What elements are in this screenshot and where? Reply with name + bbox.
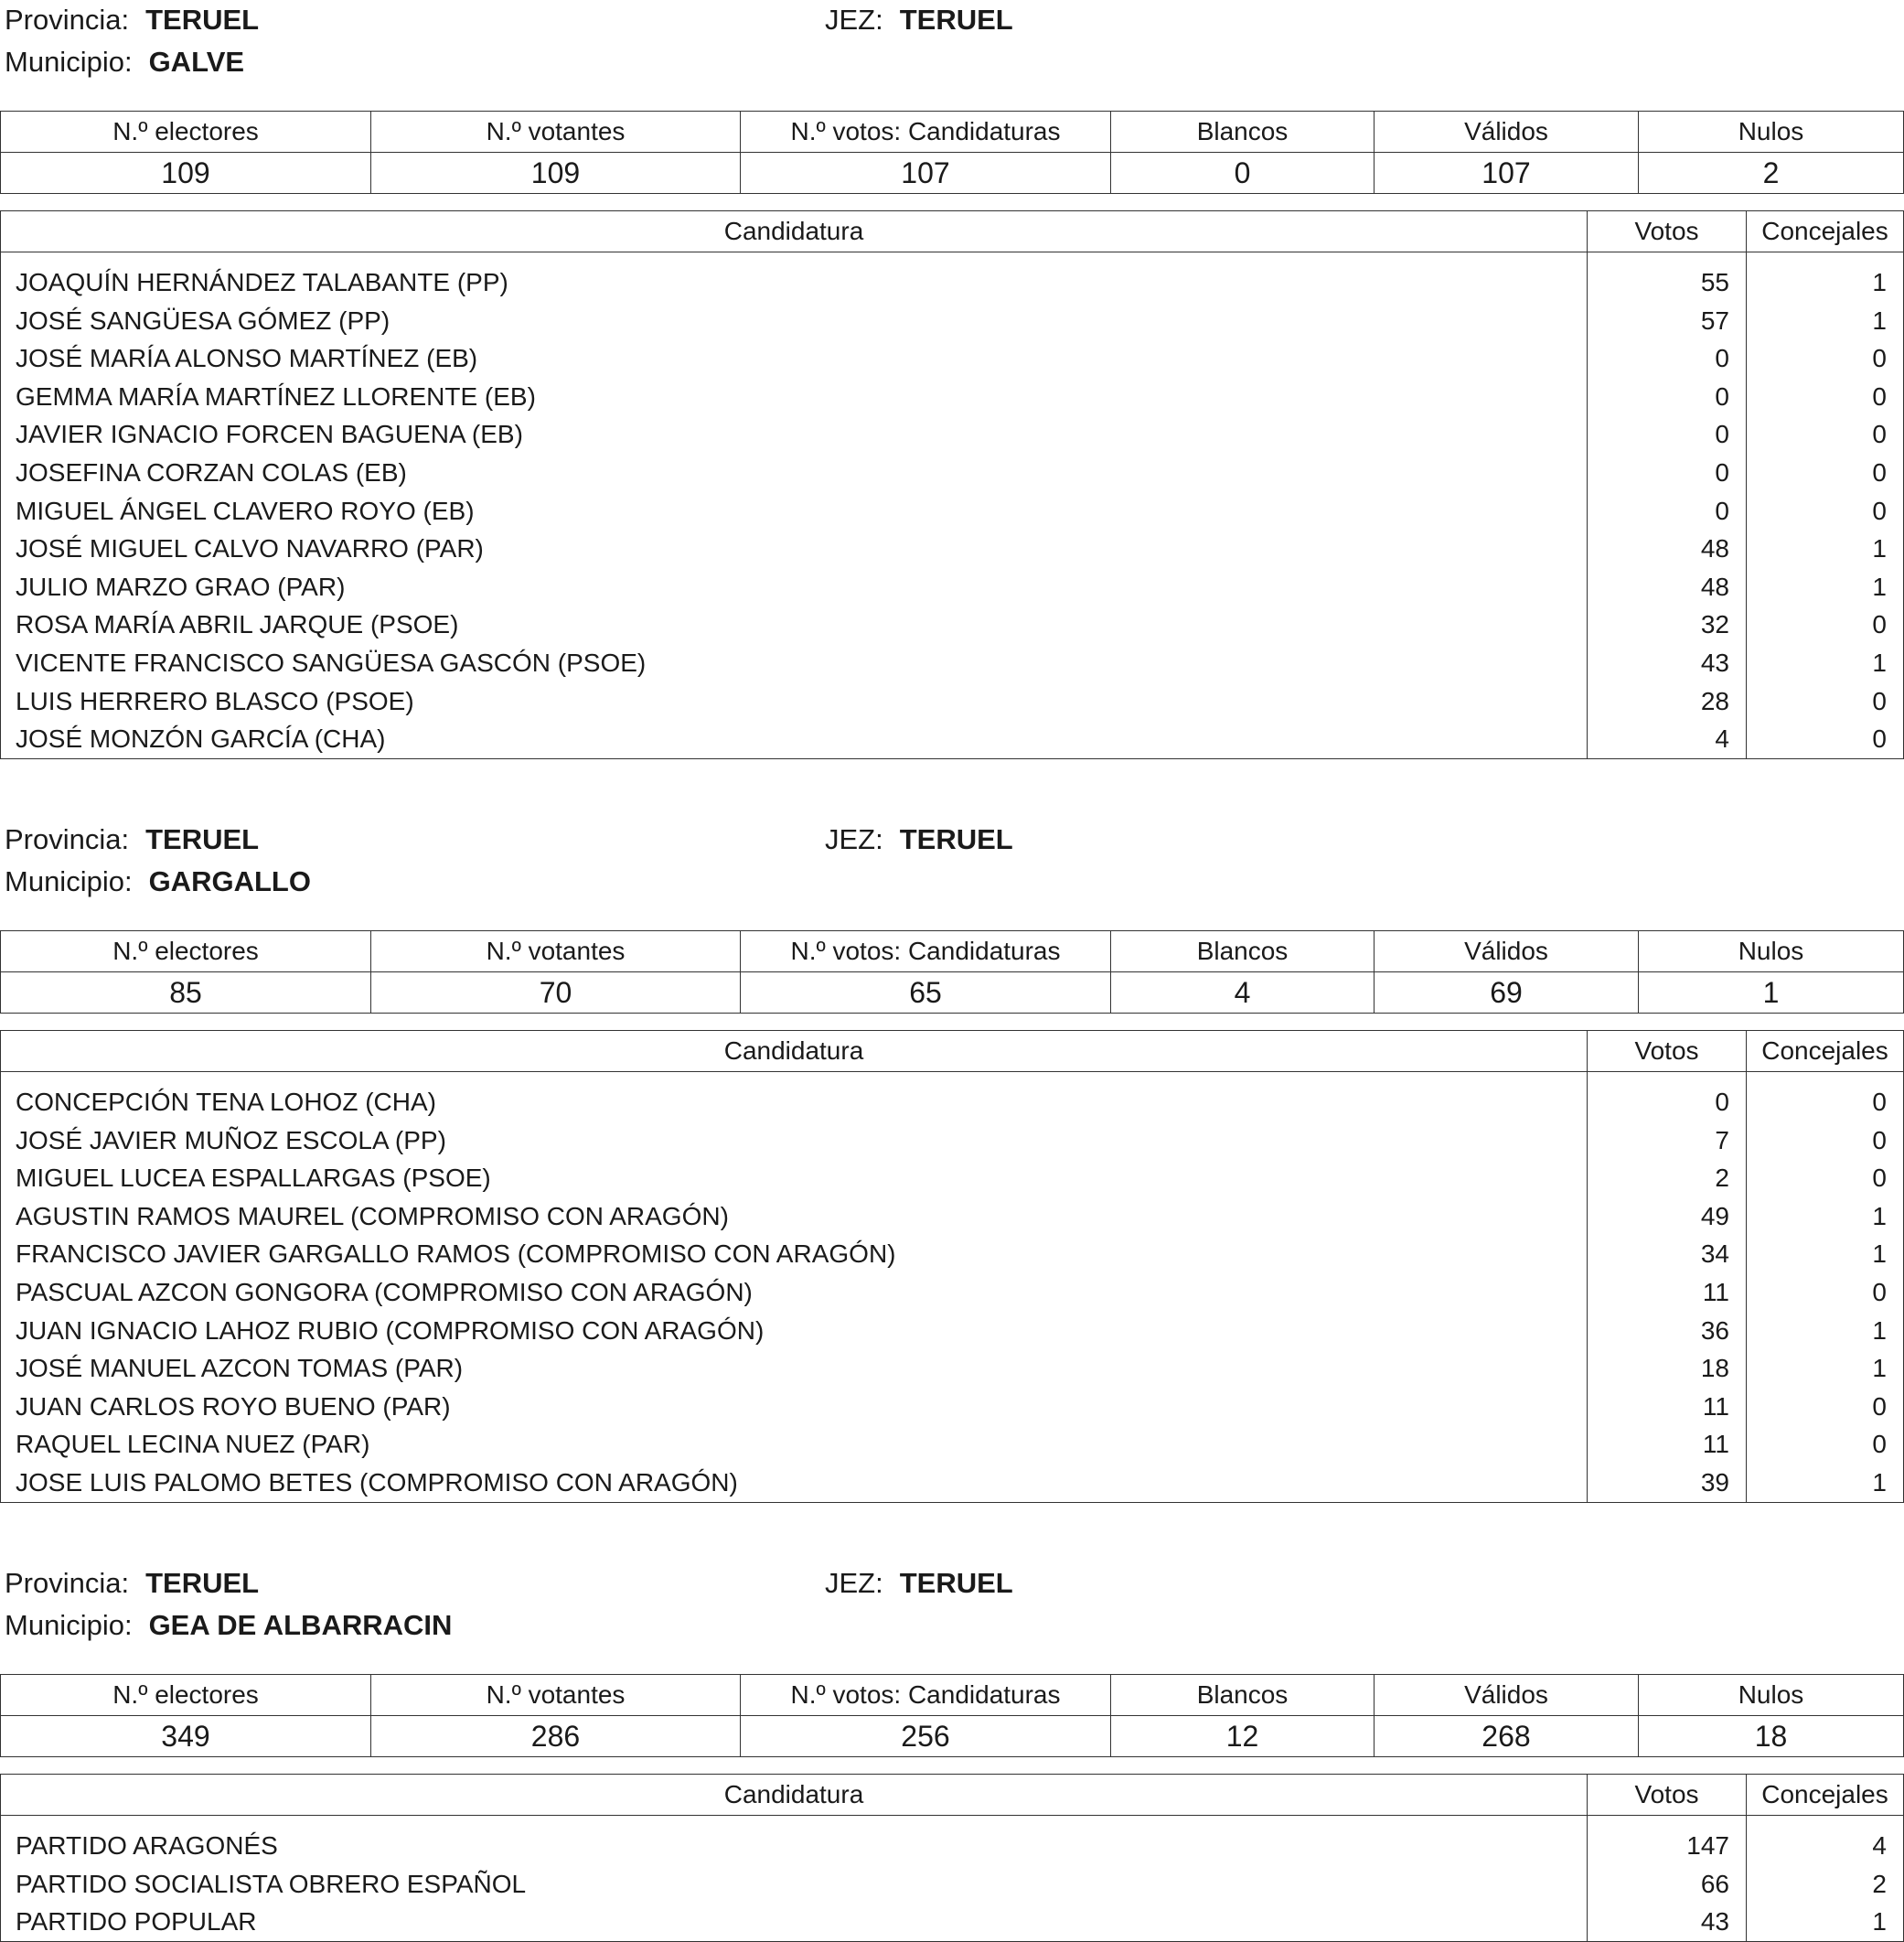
table-row <box>1 720 1904 758</box>
candidate-name: MIGUEL ÁNGEL CLAVERO ROYO (EB) <box>1 492 1588 531</box>
candidate-votos: 66 <box>1588 1865 1747 1904</box>
concejales-header: Concejales <box>1747 1031 1904 1072</box>
candidate-concejales: 1 <box>1747 530 1904 568</box>
candidate-votos: 57 <box>1588 302 1747 340</box>
summary-header: Válidos <box>1375 112 1639 153</box>
candidate-concejales: 0 <box>1747 1083 1904 1121</box>
candidate-name: MIGUEL LUCEA ESPALLARGAS (PSOE) <box>1 1159 1588 1197</box>
provincia-label: Provincia: <box>5 823 130 855</box>
provincia-line <box>5 2 259 38</box>
table-row <box>1 644 1904 682</box>
jez-line <box>825 2 1013 38</box>
summary-value: 2 <box>1639 153 1904 194</box>
table-row <box>1 1083 1904 1121</box>
provincia-value: TERUEL <box>145 4 260 36</box>
summary-value: 18 <box>1639 1716 1904 1757</box>
table-row <box>1 1235 1904 1273</box>
summary-value: 12 <box>1111 1716 1375 1757</box>
candidate-concejales: 0 <box>1747 1121 1904 1160</box>
candidate-name: JOSÉ JAVIER MUÑOZ ESCOLA (PP) <box>1 1121 1588 1160</box>
table-row <box>1 1903 1904 1941</box>
summary-header: N.º electores <box>1 112 371 153</box>
candidate-name: PARTIDO ARAGONÉS <box>1 1827 1588 1865</box>
summary-value: 70 <box>371 972 741 1014</box>
municipio-value: GEA DE ALBARRACIN <box>148 1609 453 1641</box>
summary-header: N.º electores <box>1 1675 371 1716</box>
table-row <box>1 1349 1904 1388</box>
table-row <box>1 1827 1904 1865</box>
table-row <box>1 339 1904 378</box>
candidate-concejales: 0 <box>1747 1273 1904 1312</box>
votos-header: Votos <box>1588 1031 1747 1072</box>
summary-value: 69 <box>1375 972 1639 1014</box>
summary-header: Nulos <box>1639 1675 1904 1716</box>
summary-header: N.º votos: Candidaturas <box>741 931 1111 972</box>
table-row <box>1 1159 1904 1197</box>
candidate-name: JOSÉ SANGÜESA GÓMEZ (PP) <box>1 302 1588 340</box>
candidate-concejales: 1 <box>1747 1235 1904 1273</box>
summary-header: N.º votantes <box>371 931 741 972</box>
candidate-name: JUAN CARLOS ROYO BUENO (PAR) <box>1 1388 1588 1426</box>
summary-value: 4 <box>1111 972 1375 1014</box>
jez-label: JEZ: <box>825 4 883 36</box>
candidate-name: PASCUAL AZCON GONGORA (COMPROMISO CON ARAGÓN) <box>1 1273 1588 1312</box>
candidate-votos: 34 <box>1588 1235 1747 1273</box>
candidate-concejales: 0 <box>1747 720 1904 758</box>
candidate-votos: 147 <box>1588 1827 1747 1865</box>
table-row <box>1 1312 1904 1350</box>
summary-header: Nulos <box>1639 931 1904 972</box>
summary-value: 109 <box>1 153 371 194</box>
candidate-name: JOSÉ MONZÓN GARCÍA (CHA) <box>1 720 1588 758</box>
municipio-label: Municipio: <box>5 865 133 897</box>
candidate-concejales: 1 <box>1747 644 1904 682</box>
candidate-name: JAVIER IGNACIO FORCEN BAGUENA (EB) <box>1 415 1588 454</box>
candidate-name: JOAQUÍN HERNÁNDEZ TALABANTE (PP) <box>1 263 1588 302</box>
candidate-votos: 4 <box>1588 720 1747 758</box>
candidate-concejales: 1 <box>1747 263 1904 302</box>
table-row <box>1 378 1904 416</box>
candidate-name: JOSE LUIS PALOMO BETES (COMPROMISO CON ARAGÓN) <box>1 1464 1588 1502</box>
table-row <box>1 530 1904 568</box>
candidates-table <box>0 1030 1904 1503</box>
candidate-name: CONCEPCIÓN TENA LOHOZ (CHA) <box>1 1083 1588 1121</box>
table-row <box>1 1865 1904 1904</box>
candidate-concejales: 1 <box>1747 568 1904 606</box>
table-row <box>1 302 1904 340</box>
candidate-votos: 48 <box>1588 568 1747 606</box>
candidates-table <box>0 210 1904 759</box>
candidatura-header: Candidatura <box>1 211 1588 252</box>
candidate-concejales: 4 <box>1747 1827 1904 1865</box>
municipio-line <box>5 1607 452 1644</box>
votos-header: Votos <box>1588 211 1747 252</box>
candidate-concejales: 1 <box>1747 1903 1904 1941</box>
summary-value: 256 <box>741 1716 1111 1757</box>
candidate-concejales: 0 <box>1747 606 1904 644</box>
candidate-name: AGUSTIN RAMOS MAUREL (COMPROMISO CON ARAGÓN) <box>1 1197 1588 1236</box>
summary-header: Nulos <box>1639 112 1904 153</box>
summary-value: 107 <box>1375 153 1639 194</box>
jez-value: TERUEL <box>899 4 1013 36</box>
summary-header: N.º votantes <box>371 1675 741 1716</box>
table-row <box>1 606 1904 644</box>
candidate-concejales: 1 <box>1747 1312 1904 1350</box>
candidate-votos: 43 <box>1588 1903 1747 1941</box>
summary-header: Blancos <box>1111 1675 1375 1716</box>
candidate-votos: 0 <box>1588 492 1747 531</box>
candidate-votos: 11 <box>1588 1273 1747 1312</box>
summary-value: 65 <box>741 972 1111 1014</box>
summary-value: 109 <box>371 153 741 194</box>
municipio-label: Municipio: <box>5 1609 133 1641</box>
provincia-value: TERUEL <box>145 823 260 855</box>
candidate-name: JOSÉ MANUEL AZCON TOMAS (PAR) <box>1 1349 1588 1388</box>
candidate-votos: 0 <box>1588 378 1747 416</box>
jez-value: TERUEL <box>899 823 1013 855</box>
candidate-concejales: 0 <box>1747 339 1904 378</box>
table-row <box>1 263 1904 302</box>
summary-value: 85 <box>1 972 371 1014</box>
jez-value: TERUEL <box>899 1567 1013 1599</box>
candidate-name: RAQUEL LECINA NUEZ (PAR) <box>1 1425 1588 1464</box>
jez-line <box>825 1565 1013 1602</box>
jez-label: JEZ: <box>825 823 883 855</box>
candidate-votos: 11 <box>1588 1425 1747 1464</box>
summary-header: Blancos <box>1111 112 1375 153</box>
candidate-votos: 43 <box>1588 644 1747 682</box>
concejales-header: Concejales <box>1747 1775 1904 1816</box>
candidate-votos: 55 <box>1588 263 1747 302</box>
candidate-votos: 0 <box>1588 415 1747 454</box>
summary-value: 1 <box>1639 972 1904 1014</box>
summary-header: N.º votos: Candidaturas <box>741 1675 1111 1716</box>
candidate-concejales: 0 <box>1747 1159 1904 1197</box>
municipio-value: GALVE <box>148 46 245 78</box>
summary-value: 349 <box>1 1716 371 1757</box>
candidate-concejales: 2 <box>1747 1865 1904 1904</box>
summary-table <box>0 111 1904 194</box>
summary-table <box>0 1674 1904 1757</box>
provincia-label: Provincia: <box>5 4 130 36</box>
candidate-name: ROSA MARÍA ABRIL JARQUE (PSOE) <box>1 606 1588 644</box>
municipio-line <box>5 864 311 900</box>
candidate-concejales: 1 <box>1747 302 1904 340</box>
candidate-votos: 32 <box>1588 606 1747 644</box>
table-row <box>1 682 1904 721</box>
summary-header: N.º electores <box>1 931 371 972</box>
summary-value: 0 <box>1111 153 1375 194</box>
candidate-name: JOSÉ MIGUEL CALVO NAVARRO (PAR) <box>1 530 1588 568</box>
candidate-concejales: 0 <box>1747 682 1904 721</box>
candidate-name: JUAN IGNACIO LAHOZ RUBIO (COMPROMISO CON ARAGÓN) <box>1 1312 1588 1350</box>
candidate-concejales: 1 <box>1747 1464 1904 1502</box>
concejales-header: Concejales <box>1747 211 1904 252</box>
candidate-name: PARTIDO POPULAR <box>1 1903 1588 1941</box>
candidate-votos: 28 <box>1588 682 1747 721</box>
candidate-votos: 48 <box>1588 530 1747 568</box>
candidate-name: PARTIDO SOCIALISTA OBRERO ESPAÑOL <box>1 1865 1588 1904</box>
candidate-votos: 49 <box>1588 1197 1747 1236</box>
summary-header: Válidos <box>1375 931 1639 972</box>
jez-label: JEZ: <box>825 1567 883 1599</box>
table-row <box>1 454 1904 492</box>
table-row <box>1 415 1904 454</box>
candidates-table <box>0 1774 1904 1942</box>
votos-header: Votos <box>1588 1775 1747 1816</box>
candidatura-header: Candidatura <box>1 1775 1588 1816</box>
candidate-name: FRANCISCO JAVIER GARGALLO RAMOS (COMPROMISO CON ARAGÓN) <box>1 1235 1588 1273</box>
summary-value: 286 <box>371 1716 741 1757</box>
candidate-concejales: 1 <box>1747 1197 1904 1236</box>
candidate-name: JOSEFINA CORZAN COLAS (EB) <box>1 454 1588 492</box>
candidate-concejales: 1 <box>1747 1349 1904 1388</box>
candidate-concejales: 0 <box>1747 492 1904 531</box>
candidate-votos: 7 <box>1588 1121 1747 1160</box>
municipio-label: Municipio: <box>5 46 133 78</box>
candidate-votos: 0 <box>1588 339 1747 378</box>
table-row <box>1 1273 1904 1312</box>
table-row <box>1 1121 1904 1160</box>
candidate-votos: 11 <box>1588 1388 1747 1426</box>
provincia-line <box>5 1565 259 1602</box>
candidate-concejales: 0 <box>1747 415 1904 454</box>
table-row <box>1 1388 1904 1426</box>
municipio-line <box>5 44 244 80</box>
candidate-votos: 36 <box>1588 1312 1747 1350</box>
summary-table <box>0 930 1904 1014</box>
table-row <box>1 1464 1904 1502</box>
candidate-name: GEMMA MARÍA MARTÍNEZ LLORENTE (EB) <box>1 378 1588 416</box>
summary-header: Válidos <box>1375 1675 1639 1716</box>
candidate-votos: 2 <box>1588 1159 1747 1197</box>
candidate-votos: 39 <box>1588 1464 1747 1502</box>
provincia-value: TERUEL <box>145 1567 260 1599</box>
candidate-votos: 0 <box>1588 1083 1747 1121</box>
municipio-value: GARGALLO <box>148 865 311 897</box>
candidate-concejales: 0 <box>1747 1388 1904 1426</box>
table-row <box>1 492 1904 531</box>
summary-value: 107 <box>741 153 1111 194</box>
candidate-concejales: 0 <box>1747 454 1904 492</box>
provincia-label: Provincia: <box>5 1567 130 1599</box>
summary-header: N.º votantes <box>371 112 741 153</box>
summary-header: Blancos <box>1111 931 1375 972</box>
candidate-votos: 18 <box>1588 1349 1747 1388</box>
candidate-votos: 0 <box>1588 454 1747 492</box>
table-row <box>1 1197 1904 1236</box>
jez-line <box>825 821 1013 858</box>
candidate-name: JULIO MARZO GRAO (PAR) <box>1 568 1588 606</box>
candidate-name: LUIS HERRERO BLASCO (PSOE) <box>1 682 1588 721</box>
summary-value: 268 <box>1375 1716 1639 1757</box>
candidate-concejales: 0 <box>1747 378 1904 416</box>
table-row <box>1 1425 1904 1464</box>
summary-header: N.º votos: Candidaturas <box>741 112 1111 153</box>
table-row <box>1 568 1904 606</box>
candidate-name: VICENTE FRANCISCO SANGÜESA GASCÓN (PSOE) <box>1 644 1588 682</box>
candidate-name: JOSÉ MARÍA ALONSO MARTÍNEZ (EB) <box>1 339 1588 378</box>
candidate-concejales: 0 <box>1747 1425 1904 1464</box>
provincia-line <box>5 821 259 858</box>
candidatura-header: Candidatura <box>1 1031 1588 1072</box>
